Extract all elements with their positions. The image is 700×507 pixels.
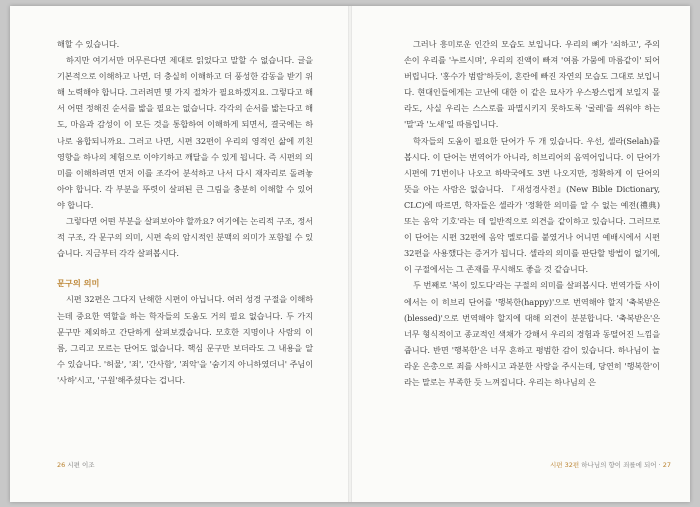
left-paragraph-3: 그렇다면 어떤 부분을 살펴보아야 할까요? 여기에는 논리적 구조, 정서적 구조, 각 문구의 의미, 시편 속의 암시적인 분맥의 의미가 포함될 수 있습니다. 지금부터 각각 살펴봅시다.	[57, 216, 313, 259]
right-running-title-1: 시편 32편	[550, 461, 580, 469]
left-paragraph-1: 해할 수 있습니다.	[57, 39, 120, 49]
right-paragraph-3: 두 번째로 '복이 있도다'라는 구절의 의미를 살펴봅시다. 번역가들 사이에서는 이 히브리 단어를 '행복한(happy)'으로 번역해야 할지 '축복받은(blessed)'으로 번역해야 할지에 대해 의견이 분분합니다. '축복받은'은 너무 형식적이고 종교적인 색채가 강해서 우리의 경험과 동떨어진 느낌을 줍니다. 반면 '행복한'은 너무 흔하고 평범한 감이 있습니다. 하나님이 놀라운 은총으로 죄를 사하시고 과분한 사랑을 주시는데, 당연히 '행복한'이라는 말로는 부족한 듯 느껴집니다. 우리는 하나님의 은	[404, 280, 660, 387]
right-paragraph-2: 학자들의 도움이 필요한 단어가 두 개 있습니다. 우선, 셀라(Selah)를 봅시다. 이 단어는 번역어가 아니라, 히브리어의 음역어입니다. 이 단어가 시편에 71번이나 나오고 하박국에도 3번 나오지만, 정확하게 이 단어의 뜻을 아는 사람은 없습니다. 『새성경사전』(New Bible Dictionary, CLC)에 따르면, 학자들은 셀라가 '정확한 의미를 알 수 없는 예전(禮典) 또는 음악 기호'라는 데 일반적으로 의견을 같이하고 있습니다. 그러므로 이 단어는 시편 32편에 음악 멜로디를 붙였거나 어니면 예배시에서 시편 32편을 사용했다는 증거가 됩니다. 셀라의 의미를 판단할 방법이 없기에, 이 구절에서는 그 존재를 무시해도 좋을 것 같습니다.	[404, 135, 660, 275]
right-page	[404, 36, 660, 390]
right-page-footer	[550, 460, 671, 469]
left-running-title: 시편 이조	[67, 461, 95, 469]
book-gutter	[348, 6, 352, 502]
left-paragraph-4: 시편 32편은 그다지 난해한 시편이 아닙니다. 여러 성경 구절을 이해하는데 중요한 역할을 하는 학자들의 도움도 거의 필요 없습니다. 두 가지 문구만 제외하고 간단하게 살펴보겠습니다. 모호한 지명이나 사람의 이름, 그리고 모르는 단어도 없습니다. 핵심 문구만 보더라도 그 내용을 알 수 있습니다. '허물', '죄', '간사함', '죄악'을 '숨기지 아니하였더니' 주님이 '사하'시고, '구원'해주셨다는 겁니다.	[57, 294, 313, 385]
right-running-title-2: 하나님의 향이 죄를에 되어 ·	[581, 461, 661, 469]
left-paragraph-2: 하지만 여기서만 머무른다면 제대로 읽었다고 말할 수 없습니다. 글을 기본적으로 이해하고 나면, 더 충실히 이해하고 더 풍성한 감동을 받기 위해 노력해야 합니다. 그러려면 몇 가지 절차가 필요하겠지요. 그렇다고 해서 어떤 정해진 순서를 밟을 필요는 없습니다. 각각의 순서를 밟는다고 해도, 마음과 감성이 이 모든 것을 통합하여 이해하게 되면서, 결국에는 하나로 융합되니까요. 그러고 나면, 시편 32편이 우리의 영적인 삶에 끼친 영향을 하나의 체험으로 이야기하고 깨달을 수 있게 됩니다. 즉 시편의 의미를 이해하려면 먼저 이를 조각어 분석하고 나서 다시 재자리로 돌려놓아야 합니다. 각 부분을 뚜렷이 살펴된 큰 그림을 충분히 이해할 수 있어야 합니다.	[57, 55, 313, 210]
book-spread	[10, 6, 690, 502]
right-paragraph-1: 그러나 흥미로운 인간의 모습도 보입니다. 우리의 뼈가 '쇠하고', 주의 손이 우리를 '누르시며', 우리의 진액이 빠져 '여름 가뭄에 마름같이' 되어버립니다. '홍수가 범람'하듯이, 혼란에 빠진 자연의 모습도 그대로 보입니다. 현대인들에게는 고난에 대한 이 같은 묘사가 우스꽝스럽게 보일지 몰라도, 사실 우리는 스스로를 파멸시키지 못하도록 '굴레'를 씌워야 하는 '말'과 '노새'일 따름입니다.	[404, 39, 660, 130]
left-page-footer	[57, 460, 95, 469]
left-page-number: 26	[57, 461, 66, 469]
right-page-number: 27	[662, 461, 672, 469]
section-heading: 문구의 의미	[57, 278, 100, 289]
left-page	[57, 36, 313, 388]
